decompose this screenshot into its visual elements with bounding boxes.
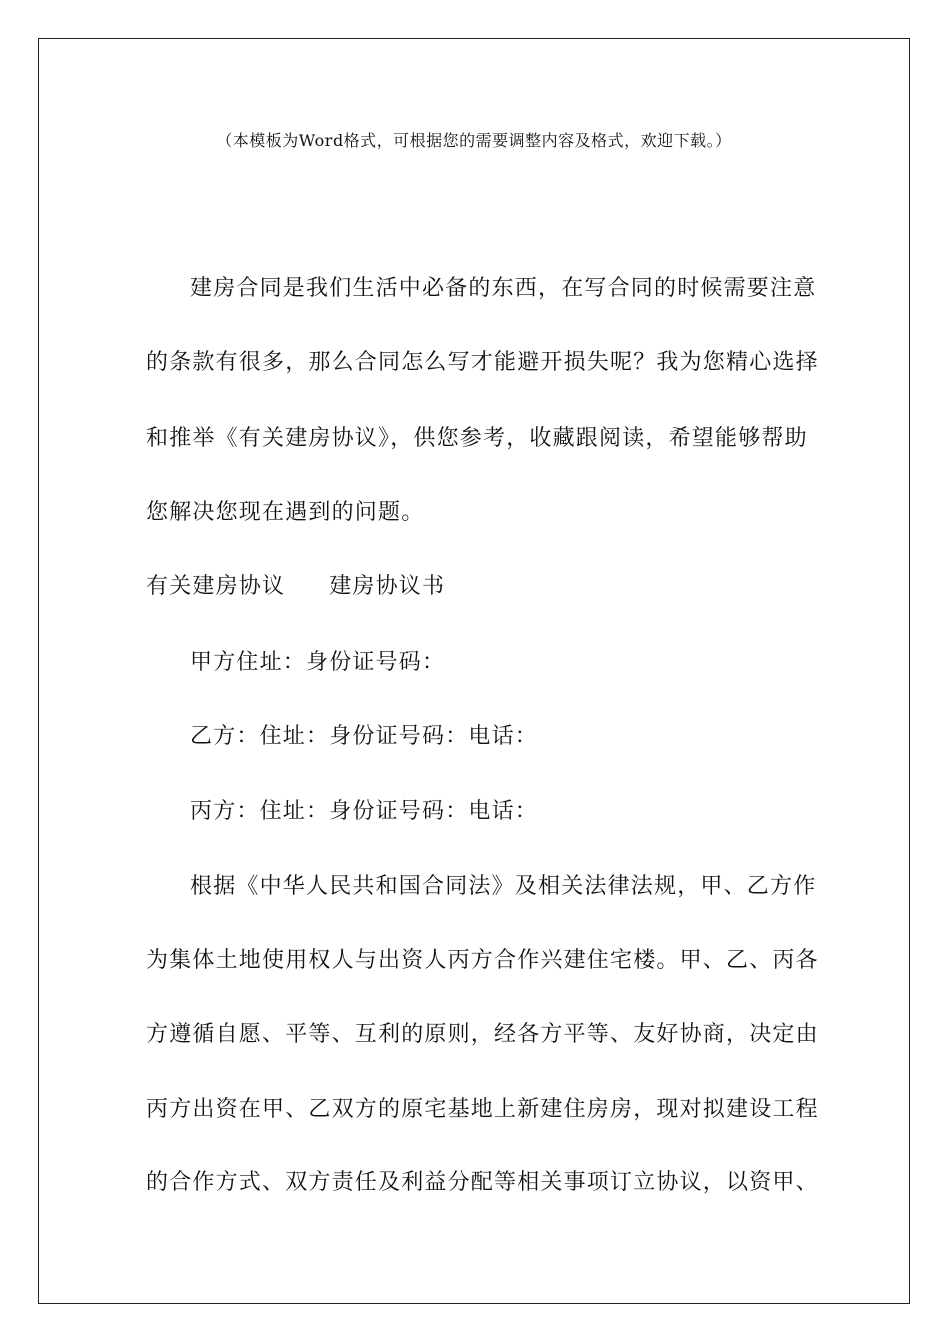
intro-line-1: 建房合同是我们生活中必备的东西，在写合同的时候需要注意 (190, 276, 817, 301)
party-c-line: 丙方：住址：身份证号码：电话： (190, 799, 539, 824)
intro-line-4: 您解决您现在遇到的问题。 (146, 500, 425, 525)
party-a-line: 甲方住址：身份证号码： (190, 650, 446, 675)
heading-left: 有关建房协议 (146, 574, 286, 599)
intro-line-3: 和推举《有关建房协议》，供您参考，收藏跟阅读，希望能够帮助 (146, 426, 808, 451)
body-line-1: 根据《中华人民共和国合同法》及相关法律法规，甲、乙方作 (190, 874, 817, 899)
template-notice: （本模板为Word格式，可根据您的需要调整内容及格式，欢迎下载。） (216, 131, 732, 150)
body-line-2: 为集体土地使用权人与出资人丙方合作兴建住宅楼。甲、乙、丙各 (146, 948, 819, 973)
body-line-4: 丙方出资在甲、乙双方的原宅基地上新建住房房，现对拟建设工程 (146, 1097, 819, 1122)
body-line-5: 的合作方式、双方责任及利益分配等相关事项订立协议，以资甲、 (146, 1170, 819, 1195)
intro-line-2: 的条款有很多，那么合同怎么写才能避开损失呢？我为您精心选择 (146, 350, 819, 375)
party-b-line: 乙方：住址：身份证号码：电话： (190, 724, 539, 749)
document-heading (146, 572, 806, 602)
body-line-3: 方遵循自愿、平等、互利的原则，经各方平等、友好协商，决定由 (146, 1022, 819, 1047)
heading-right: 建房协议书 (329, 574, 446, 599)
